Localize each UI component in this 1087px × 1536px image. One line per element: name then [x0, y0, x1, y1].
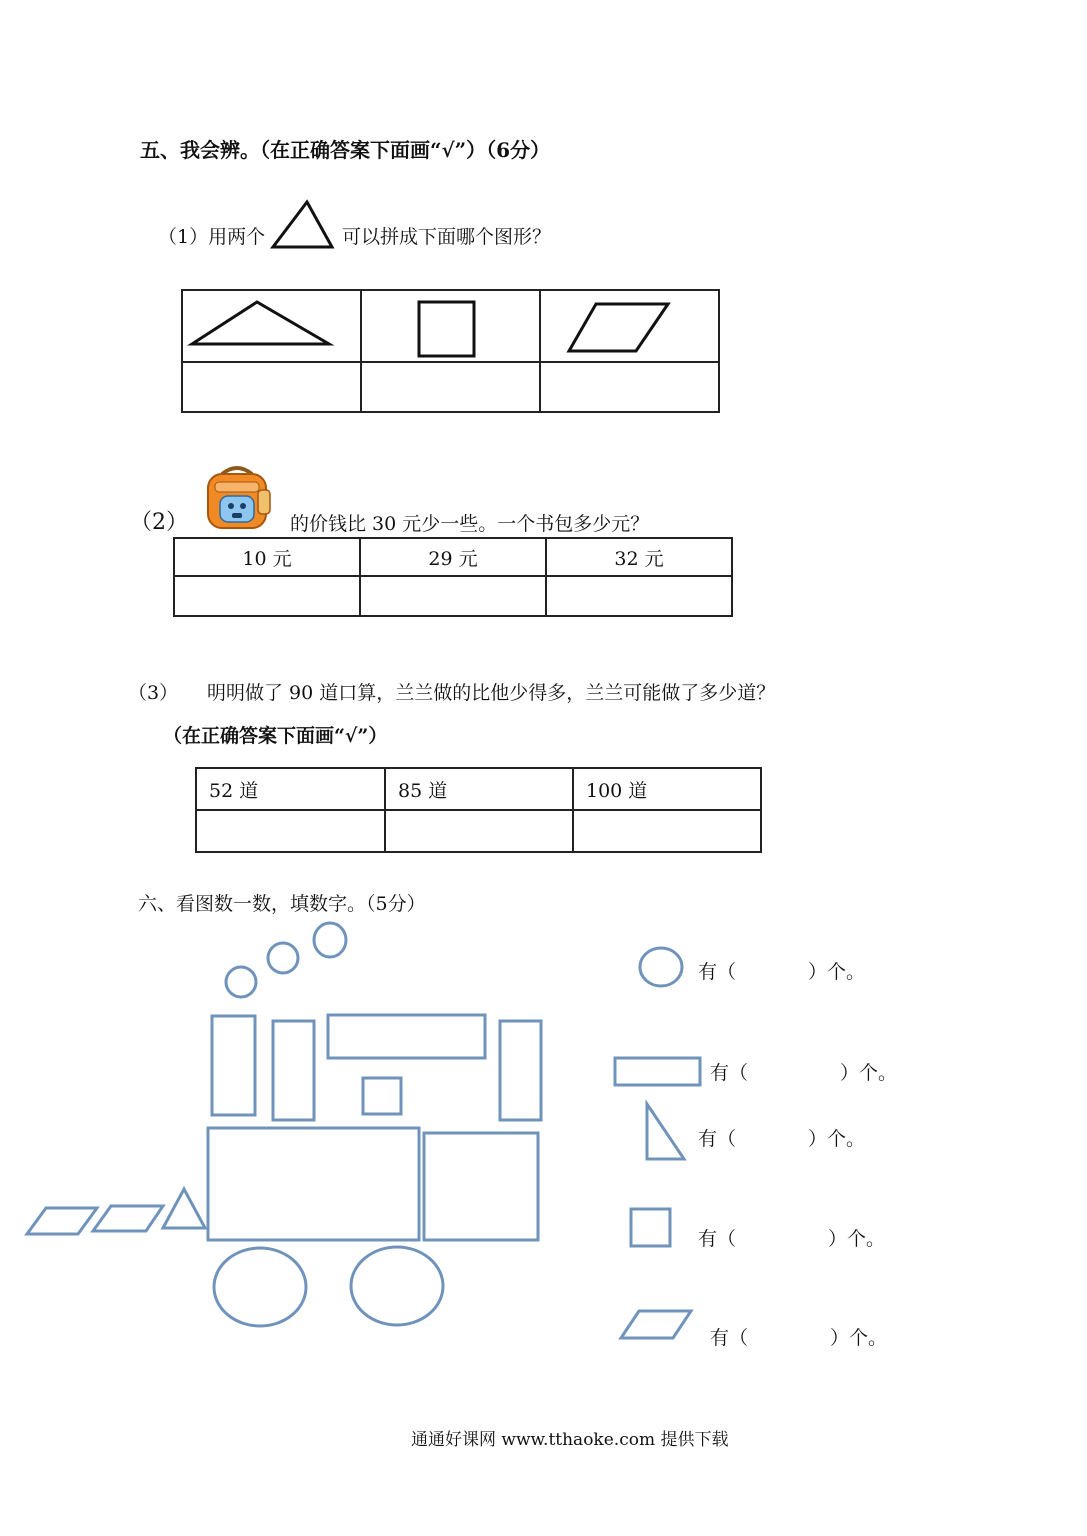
q1-suffix: 可以拼成下面哪个图形？ — [342, 226, 552, 248]
q2-answer-cell-3[interactable] — [546, 576, 732, 616]
section6-title: 六、看图数一数，填数字。（5分） — [138, 893, 426, 915]
q1-prefix: （1）用两个 — [158, 226, 266, 248]
q2-answer-cell-2[interactable] — [360, 576, 546, 616]
count-row-rectangle: 有（ ）个。 — [710, 1062, 898, 1084]
q2-option-1: 10 元 — [174, 538, 360, 576]
q1-option-2-figure — [361, 290, 540, 362]
q2-answer-cell-1[interactable] — [174, 576, 360, 616]
q2-option-2: 29 元 — [360, 538, 546, 576]
q1-answer-cell-1[interactable] — [182, 362, 361, 412]
train-wheel-1 — [214, 1248, 306, 1326]
q3-option-3: 100 道 — [573, 768, 761, 810]
train-rect-4 — [500, 1021, 541, 1120]
triangle-icon — [270, 199, 336, 251]
schoolbag-icon — [200, 462, 274, 532]
train-figure — [0, 910, 600, 1340]
q3-option-1: 52 道 — [196, 768, 385, 810]
rectangle-icon — [613, 1056, 703, 1088]
q3-instruction: （在正确答案下面画“√”） — [163, 725, 388, 747]
train-body-big — [208, 1128, 419, 1240]
q3-answer-cell-1[interactable] — [196, 810, 385, 852]
q1-answer-cell-3[interactable] — [540, 362, 719, 412]
q1-options-table — [181, 289, 720, 413]
q3-option-2: 85 道 — [385, 768, 573, 810]
q1-option-1-figure — [182, 290, 361, 362]
parallelogram-icon — [566, 301, 671, 353]
square-icon — [417, 300, 477, 358]
page-footer: 通通好课网 www.tthaoke.com 提供下载 — [411, 1430, 729, 1450]
train-wheel-2 — [351, 1247, 443, 1325]
train-parallelogram-1 — [27, 1208, 97, 1234]
q3-options-table — [195, 767, 762, 853]
q3-number: （3） — [128, 682, 179, 704]
count-row-square: 有（ ）个。 — [698, 1228, 886, 1250]
train-rect-1 — [212, 1016, 255, 1115]
count-row-parallelogram: 有（ ）个。 — [710, 1327, 888, 1349]
train-rect-3 — [328, 1015, 485, 1058]
triangle-icon — [644, 1100, 688, 1162]
q2-options-table — [173, 537, 733, 617]
q1-answer-cell-2[interactable] — [361, 362, 540, 412]
train-triangle — [163, 1189, 205, 1228]
q2-option-3: 32 元 — [546, 538, 732, 576]
train-rect-2 — [273, 1021, 314, 1120]
count-row-triangle: 有（ ）个。 — [698, 1128, 866, 1150]
parallelogram-icon — [618, 1308, 694, 1342]
q2-number: （2） — [130, 510, 188, 535]
train-parallelogram-2 — [93, 1206, 163, 1231]
q3-answer-cell-3[interactable] — [573, 810, 761, 852]
triangle-icon — [189, 299, 334, 349]
train-square-small — [363, 1078, 401, 1114]
count-row-circle: 有（ ）个。 — [698, 961, 866, 983]
q3-text: 明明做了 90 道口算，兰兰做的比他少得多，兰兰可能做了多少道？ — [207, 682, 776, 704]
q1-option-3-figure — [540, 290, 719, 362]
square-icon — [629, 1207, 673, 1249]
q2-text: 的价钱比 30 元少一些。一个书包多少元？ — [290, 513, 650, 535]
train-smoke-circle-1 — [226, 967, 256, 997]
train-body-square — [424, 1133, 538, 1240]
circle-icon — [638, 946, 686, 990]
q3-answer-cell-2[interactable] — [385, 810, 573, 852]
train-smoke-circle-3 — [314, 923, 346, 957]
train-smoke-circle-2 — [268, 943, 298, 973]
section5-title: 五、我会辨。（在正确答案下面画“√”）（6分） — [140, 138, 551, 162]
